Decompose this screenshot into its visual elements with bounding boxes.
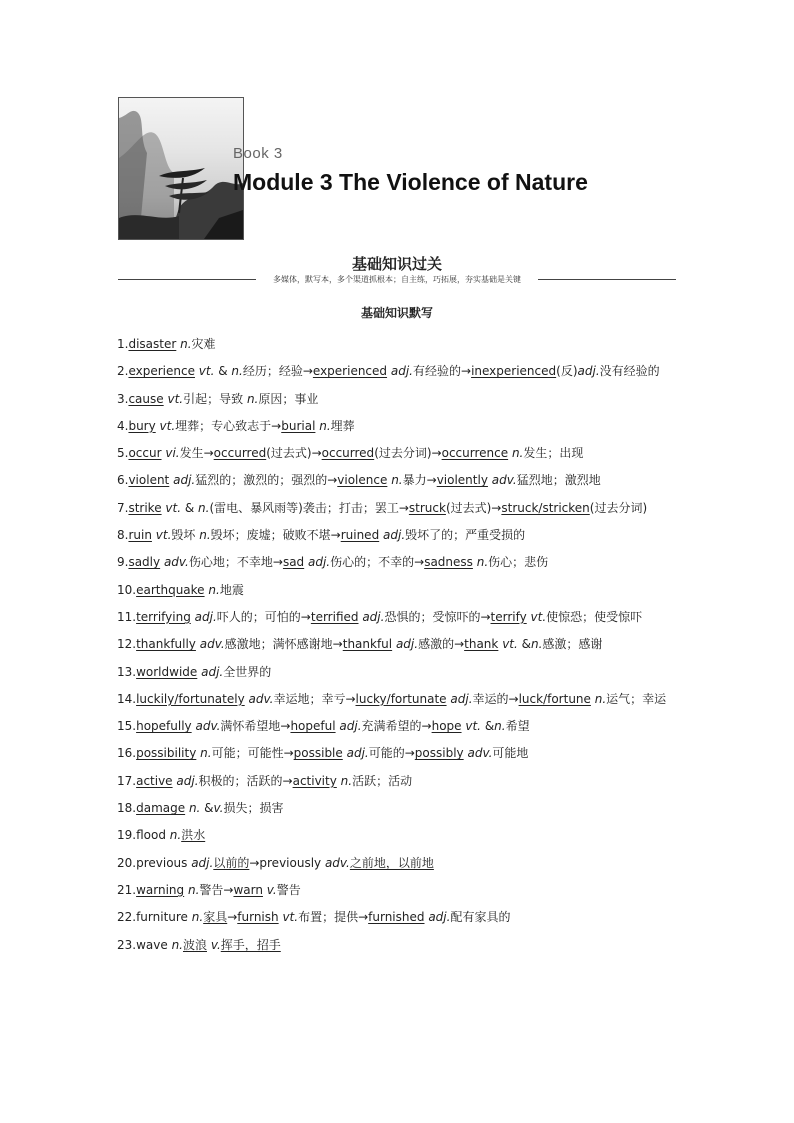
part-of-speech: n. xyxy=(169,828,182,843)
definition-text: 18. xyxy=(117,801,137,816)
definition-text: 发生；出现 xyxy=(523,446,584,461)
definition-text: 伤心的；不幸的→ xyxy=(330,555,425,570)
part-of-speech: adv. xyxy=(163,555,189,570)
answer-blank: bury xyxy=(128,418,156,433)
part-of-speech: adj. xyxy=(428,910,451,925)
answer-blank: violent xyxy=(128,473,170,488)
part-of-speech: n. xyxy=(246,391,259,406)
answer-blank: sad xyxy=(282,555,305,570)
answer-blank: luck/fortune xyxy=(518,691,591,706)
definition-text: 14. xyxy=(117,691,137,706)
definition-text: 感激地；满怀感谢地→ xyxy=(224,637,343,652)
part-of-speech: v. xyxy=(210,937,221,952)
answer-blank: thank xyxy=(464,637,499,652)
book-label: Book 3 xyxy=(233,145,283,162)
definition-text: 地震 xyxy=(219,582,244,597)
definition-text: 15. xyxy=(117,719,137,734)
definition-text: (过去分词) xyxy=(589,500,648,515)
part-of-speech: adj. xyxy=(577,364,600,379)
answer-blank: 洪水 xyxy=(181,828,206,843)
answer-blank: active xyxy=(136,773,173,788)
divider-left xyxy=(118,279,256,280)
definition-text: (雷电、暴风雨等)袭击；打击；罢工→ xyxy=(209,500,409,515)
answer-blank: 以前的 xyxy=(213,855,250,870)
part-of-speech: n. xyxy=(319,418,331,433)
definition-text: 有经验的→ xyxy=(413,364,472,379)
vocab-item xyxy=(117,522,679,549)
part-of-speech: adj. xyxy=(173,473,196,488)
definition-text: 活跃；活动 xyxy=(352,773,413,788)
definition-text: 伤心地；不幸地→ xyxy=(188,555,283,570)
part-of-speech: adj. xyxy=(201,664,224,679)
definition-text: 幸运地；幸亏→ xyxy=(273,691,356,706)
part-of-speech: n. xyxy=(188,801,201,816)
vocab-item xyxy=(117,659,679,686)
definition-text: 6. xyxy=(117,473,129,488)
definition-text: 引起；导致 xyxy=(183,391,247,406)
definition-text: 可能；可能性→ xyxy=(211,746,294,761)
answer-blank: luckily/fortunately xyxy=(136,691,245,706)
vocab-item xyxy=(117,440,679,467)
part-of-speech: adj. xyxy=(191,855,214,870)
part-of-speech: n. xyxy=(494,719,506,734)
definition-text: 毁坏 xyxy=(171,528,200,543)
part-of-speech: vt. xyxy=(502,637,518,652)
part-of-speech: n. xyxy=(391,473,403,488)
divider-right xyxy=(538,279,676,280)
part-of-speech: vi. xyxy=(165,446,180,461)
definition-text: 经历；经验→ xyxy=(242,364,313,379)
vocab-item xyxy=(117,713,679,740)
part-of-speech: vt. xyxy=(159,418,176,433)
answer-blank: inexperienced xyxy=(471,364,557,379)
answer-blank: hopeful xyxy=(290,719,336,734)
definition-text: 损失；损害 xyxy=(223,801,284,816)
part-of-speech: n. xyxy=(594,691,607,706)
answer-blank: warn xyxy=(233,882,263,897)
answer-blank: terrifying xyxy=(136,609,191,624)
answer-blank: struck xyxy=(408,500,446,515)
module-title: Module 3 The Violence of Nature xyxy=(233,169,588,195)
answer-blank: furnish xyxy=(237,910,279,925)
part-of-speech: n. xyxy=(208,582,220,597)
definition-text: 毁坏；废墟；破败不堪→ xyxy=(210,528,341,543)
definition-text: 21. xyxy=(117,882,137,897)
definition-text: 8. xyxy=(117,528,129,543)
answer-blank: occurred xyxy=(213,446,267,461)
answer-blank: thankful xyxy=(342,637,393,652)
part-of-speech: adj. xyxy=(176,773,199,788)
part-of-speech: n. xyxy=(180,337,192,351)
definition-text: & xyxy=(481,719,495,734)
vocab-item xyxy=(117,822,679,849)
answer-blank: cause xyxy=(128,391,164,406)
definition-text: 猛烈地；激烈地 xyxy=(516,473,601,488)
definition-text: 11. xyxy=(117,609,137,624)
answer-blank: occurred xyxy=(321,446,375,461)
definition-text: 4. xyxy=(117,418,129,433)
definition-text: 满怀希望地→ xyxy=(220,719,291,734)
definition-text: 3. xyxy=(117,391,129,406)
answer-blank: ruin xyxy=(128,528,152,543)
part-of-speech: adv. xyxy=(195,719,221,734)
answer-blank: 挥手，招手 xyxy=(220,937,281,952)
part-of-speech: n. xyxy=(476,555,489,570)
definition-text: 暴力→ xyxy=(402,473,437,488)
definition-text: 原因；事业 xyxy=(258,391,319,406)
vocab-item xyxy=(117,358,679,385)
definition-text: 吓人的；可怕的→ xyxy=(216,609,311,624)
vocab-item xyxy=(117,495,679,522)
definition-text: 17. xyxy=(117,773,137,788)
section-heading: 基础知识过关 xyxy=(351,255,442,273)
part-of-speech: adj. xyxy=(390,364,413,379)
part-of-speech: n. xyxy=(198,500,210,515)
definition-text: & xyxy=(200,801,214,816)
vocab-item xyxy=(117,577,679,604)
definition-text: 埋葬；专心致志于→ xyxy=(175,418,282,433)
vocab-item xyxy=(117,686,679,713)
answer-blank: burial xyxy=(281,418,316,433)
answer-blank: hope xyxy=(431,719,462,734)
definition-text: 10. xyxy=(117,582,137,597)
part-of-speech: n. xyxy=(171,937,183,952)
answer-blank: 波浪 xyxy=(182,937,207,952)
definition-text: 可能地 xyxy=(492,746,529,761)
part-of-speech: n. xyxy=(187,882,200,897)
subsection-heading: 基础知识默写 xyxy=(360,306,433,320)
answer-blank: sadness xyxy=(424,555,473,570)
vocab-item xyxy=(117,768,679,795)
part-of-speech: n. xyxy=(200,746,212,761)
definition-text: 配有家具的 xyxy=(450,910,511,925)
answer-blank: terrify xyxy=(490,609,527,624)
definition-text: 发生→ xyxy=(179,446,214,461)
answer-blank: possible xyxy=(293,746,343,761)
answer-blank: furnished xyxy=(368,910,425,925)
answer-blank: 家具 xyxy=(203,910,228,925)
answer-blank: 之前地，以前地 xyxy=(349,855,434,870)
answer-blank: terrified xyxy=(310,609,359,624)
answer-blank: warning xyxy=(136,882,185,897)
definition-text: 可能的→ xyxy=(368,746,415,761)
answer-blank: strike xyxy=(128,500,162,515)
vocab-item xyxy=(117,386,679,413)
part-of-speech: adv. xyxy=(491,473,517,488)
definition-text: (过去式)→ xyxy=(266,446,322,461)
answer-blank: earthquake xyxy=(136,582,205,597)
vocabulary-list xyxy=(117,331,679,959)
part-of-speech: n. xyxy=(340,773,353,788)
vocab-item xyxy=(117,604,679,631)
answer-blank: thankfully xyxy=(136,637,196,652)
vocab-item xyxy=(117,413,679,440)
part-of-speech: adj. xyxy=(383,528,406,543)
answer-blank: occur xyxy=(128,446,162,461)
definition-text: 布置；提供→ xyxy=(298,910,369,925)
definition-text: (过去式)→ xyxy=(445,500,502,515)
vocab-item xyxy=(117,904,679,931)
part-of-speech: n. xyxy=(511,446,524,461)
definition-text: & xyxy=(214,364,232,379)
part-of-speech: v. xyxy=(213,801,224,816)
definition-text: 警告 xyxy=(276,882,301,897)
vocab-item xyxy=(117,331,679,358)
landscape-illustration xyxy=(118,97,244,240)
part-of-speech: adv. xyxy=(199,637,225,652)
part-of-speech: adj. xyxy=(450,691,473,706)
part-of-speech: adj. xyxy=(395,637,419,652)
definition-text: (过去分词)→ xyxy=(374,446,442,461)
definition-text: 没有经验的 xyxy=(599,364,660,379)
definition-text: 22.furniture xyxy=(117,910,192,925)
definition-text: 警告→ xyxy=(199,882,234,897)
definition-text: 19.flood xyxy=(117,828,170,843)
definition-text: 7. xyxy=(117,500,129,515)
answer-blank: possibly xyxy=(414,746,464,761)
part-of-speech: n. xyxy=(199,528,211,543)
answer-blank: struck/stricken xyxy=(501,500,590,515)
definition-text: 13. xyxy=(117,664,137,679)
answer-blank: violence xyxy=(337,473,388,488)
definition-text: 希望 xyxy=(505,719,530,734)
definition-text: 感激；感谢 xyxy=(542,637,603,652)
part-of-speech: vt. xyxy=(165,500,182,515)
part-of-speech: adj. xyxy=(339,719,362,734)
definition-text: 猛烈的；激烈的；强烈的→ xyxy=(195,473,338,488)
definition-text: 20.previous xyxy=(117,855,192,870)
definition-text: 12. xyxy=(117,637,137,652)
definition-text: 感激的→ xyxy=(418,637,465,652)
answer-blank: experience xyxy=(128,364,195,379)
definition-text: 全世界的 xyxy=(223,664,272,679)
part-of-speech: adv. xyxy=(467,746,493,761)
definition-text: 16. xyxy=(117,746,137,761)
answer-blank: occurrence xyxy=(441,446,509,461)
part-of-speech: vt. xyxy=(167,391,184,406)
part-of-speech: n. xyxy=(231,364,243,379)
definition-text: 灾难 xyxy=(191,337,216,351)
definition-text: & xyxy=(181,500,199,515)
answer-blank: possibility xyxy=(136,746,197,761)
answer-blank: violently xyxy=(436,473,488,488)
part-of-speech: adj. xyxy=(362,609,385,624)
part-of-speech: adj. xyxy=(194,609,217,624)
answer-blank: damage xyxy=(136,801,186,816)
vocab-item xyxy=(117,740,679,767)
answer-blank: experienced xyxy=(312,364,388,379)
vocab-item xyxy=(117,877,679,904)
answer-blank: ruined xyxy=(340,528,380,543)
part-of-speech: v. xyxy=(266,882,277,897)
definition-text: 运气；幸运 xyxy=(606,691,667,706)
mountain-pine-image xyxy=(119,98,243,239)
vocab-item xyxy=(117,467,679,494)
part-of-speech: vt. xyxy=(155,528,172,543)
part-of-speech: adv. xyxy=(248,691,274,706)
part-of-speech: n. xyxy=(191,910,204,925)
definition-text: 23.wave xyxy=(117,937,172,952)
answer-blank: worldwide xyxy=(136,664,198,679)
definition-text: 埋葬 xyxy=(330,418,355,433)
definition-text: 积极的；活跃的→ xyxy=(198,773,293,788)
definition-text: 幸运的→ xyxy=(472,691,519,706)
definition-text: → xyxy=(227,910,238,925)
part-of-speech: vt. xyxy=(530,609,547,624)
definition-text: 1. xyxy=(117,337,129,351)
answer-blank: lucky/fortunate xyxy=(355,691,447,706)
definition-text: 伤心；悲伤 xyxy=(488,555,549,570)
definition-text: 2. xyxy=(117,364,129,379)
definition-text: 毁坏了的；严重受损的 xyxy=(405,528,526,543)
answer-blank: disaster xyxy=(128,337,177,351)
part-of-speech: adj. xyxy=(308,555,331,570)
part-of-speech: n. xyxy=(530,637,543,652)
vocab-item xyxy=(117,850,679,877)
part-of-speech: vt. xyxy=(282,910,299,925)
vocab-item xyxy=(117,932,679,959)
answer-blank: sadly xyxy=(128,555,161,570)
definition-text: 5. xyxy=(117,446,129,461)
answer-blank: hopefully xyxy=(136,719,192,734)
definition-text: 充满希望的→ xyxy=(361,719,432,734)
answer-blank: activity xyxy=(292,773,337,788)
vocab-item xyxy=(117,549,679,576)
definition-text: 恐惧的；受惊吓的→ xyxy=(384,609,491,624)
definition-text: →previously xyxy=(249,855,325,870)
vocab-item xyxy=(117,795,679,822)
definition-text: 使惊恐；使受惊吓 xyxy=(546,609,643,624)
part-of-speech: vt. xyxy=(198,364,215,379)
section-subtitle: 多媒体，默写本，多个渠道抓根本；自主练，巧拓展，夯实基础是关键 xyxy=(273,275,521,284)
definition-text: 9. xyxy=(117,555,129,570)
part-of-speech: vt. xyxy=(465,719,481,734)
part-of-speech: adj. xyxy=(346,746,369,761)
vocab-item xyxy=(117,631,679,658)
definition-text: & xyxy=(517,637,531,652)
definition-text: (反) xyxy=(556,364,578,379)
part-of-speech: adv. xyxy=(324,855,350,870)
